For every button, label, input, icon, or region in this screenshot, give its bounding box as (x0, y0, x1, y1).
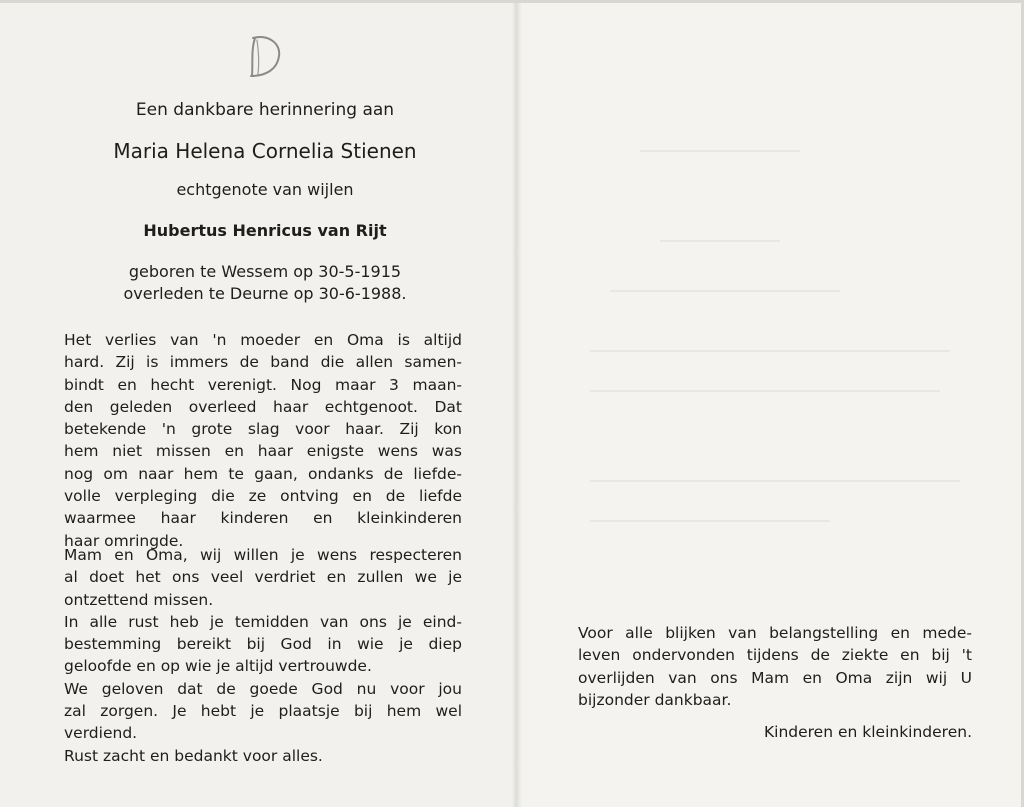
pencil-letter-mark (243, 30, 287, 82)
show-through (590, 350, 950, 352)
deceased-name: Maria Helena Cornelia Stienen (113, 139, 417, 163)
text-line: leven ondervonden tijdens de ziekte en bij 't (578, 646, 972, 665)
text-line: In alle rust heb je temidden van ons je eind- (64, 612, 462, 631)
show-through (610, 290, 840, 292)
text-line: zal zorgen. Je hebt je plaatsje bij hem wel (64, 702, 462, 721)
show-through (660, 240, 780, 242)
paragraph-2 (64, 544, 462, 767)
text-line: geloofde en op wie je altijd vertrouwde. (64, 657, 372, 676)
text-line: betekende 'n grote slag voor haar. Zij kon (64, 420, 462, 439)
spouse-name: Hubertus Henricus van Rijt (143, 221, 387, 240)
relation-label: echtgenote van wijlen (176, 180, 354, 199)
death-line: overleden te Deurne op 30-6-1988. (123, 284, 407, 303)
text-line: bindt en hecht verenigt. Nog maar 3 maan- (64, 375, 462, 394)
text-line: haar omringde. (64, 531, 184, 550)
text-line: ontzettend missen. (64, 590, 214, 609)
text-line: waarmee haar kinderen en kleinkinderen (64, 509, 462, 528)
text-line: We geloven dat de goede God nu voor jou (64, 679, 462, 698)
text-line: al doet het ons veel verdriet en zullen we je (64, 568, 462, 587)
text-line: bestemming bereikt bij God in wie je diep (64, 635, 462, 654)
text-line: den geleden overleed haar echtgenoot. Dat (64, 397, 462, 416)
card-top-edge (0, 0, 1024, 3)
card-fold (512, 0, 522, 807)
text-line: Het verlies van 'n moeder en Oma is altijd (64, 331, 462, 349)
show-through (590, 390, 940, 392)
text-line: Rust zacht en bedankt voor alles. (64, 746, 323, 765)
text-line: volle verpleging die ze ontving en de liefde (64, 487, 462, 506)
heading: Een dankbare herinnering aan (135, 100, 395, 120)
paragraph-1 (64, 329, 462, 552)
text-line: Voor alle blijken van belangstelling en mede- (578, 624, 972, 642)
text-line: hard. Zij is immers de band die allen samen- (64, 353, 462, 372)
show-through (590, 520, 830, 522)
text-line: Mam en Oma, wij willen je wens respecteren (64, 546, 462, 564)
birth-line: geboren te Wessem op 30-5-1915 (128, 262, 402, 281)
text-line: overlijden van ons Mam en Oma zijn wij U (578, 668, 972, 687)
text-line: nog om naar hem te gaan, ondanks de liefde- (64, 464, 462, 483)
text-line: hem niet missen en haar enigste wens was (64, 442, 462, 461)
thanks-paragraph (578, 622, 972, 711)
show-through (640, 150, 800, 152)
signature: Kinderen en kleinkinderen. (763, 723, 972, 741)
text-line: bijzonder dankbaar. (578, 690, 732, 709)
text-line: verdiend. (64, 724, 138, 743)
show-through (590, 480, 960, 482)
